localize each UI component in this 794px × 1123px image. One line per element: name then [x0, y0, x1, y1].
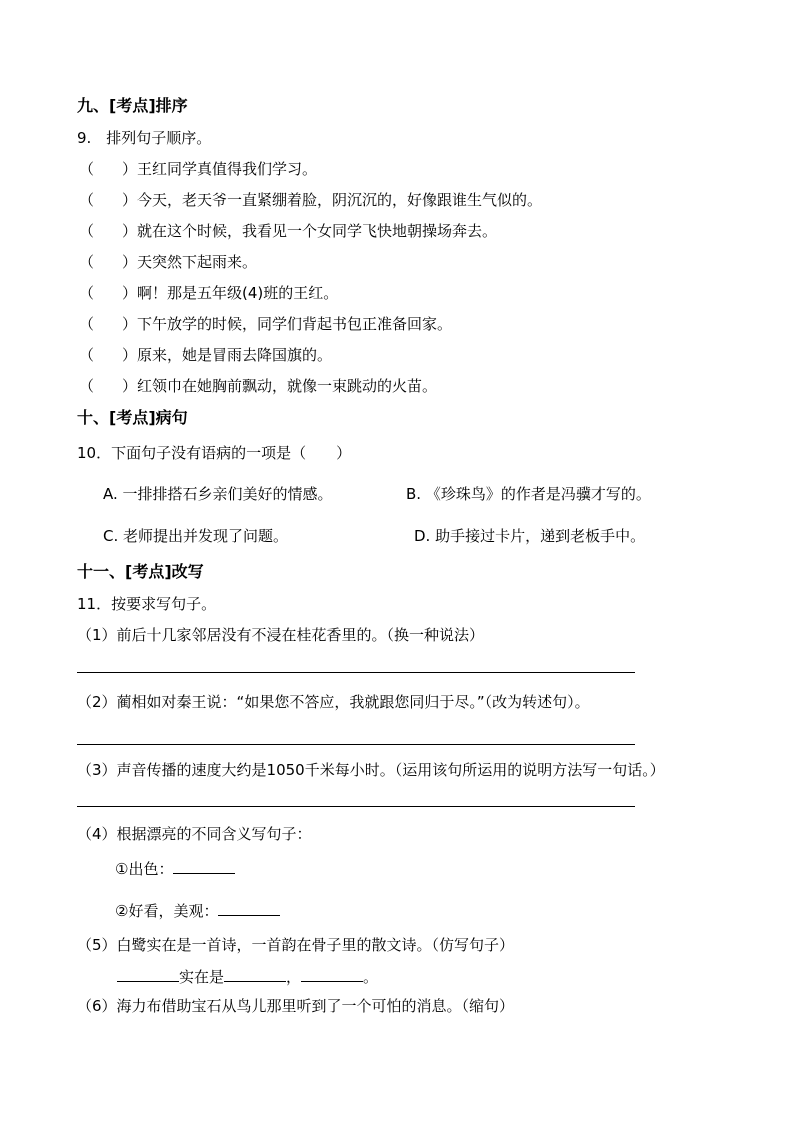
question-9: 9. 排列句子顺序。	[77, 129, 212, 147]
order-paren-close: ）	[122, 284, 138, 302]
section-9-heading: 九、[考点]排序	[77, 96, 188, 115]
question-11-6: （6）海力布借助宝石从鸟儿那里听到了一个可怕的消息。（缩句）	[77, 997, 515, 1015]
order-paren-close: ）	[122, 160, 138, 178]
meaning-outstanding-row	[115, 858, 235, 879]
blank-outstanding[interactable]	[173, 858, 235, 874]
order-paren-close: ）	[122, 315, 138, 333]
question-11-2: （2）蔺相如对秦王说：“如果您不答应，我就跟您同归于尽。”（改为转述句）。	[77, 693, 590, 711]
sentence-item	[79, 345, 332, 365]
option-d: D. 助手接过卡片，递到老板手中。	[414, 527, 646, 545]
order-paren-open: （	[79, 160, 95, 178]
meaning-pretty-label: ②好看，美观：	[115, 902, 219, 920]
sentence-item	[79, 376, 437, 396]
order-paren-open: （	[79, 346, 95, 364]
order-paren-open: （	[79, 377, 95, 395]
answer-line-3[interactable]	[77, 806, 635, 807]
question-11: 11．按要求写句子。	[77, 595, 217, 613]
imitation-comma: ，	[286, 968, 302, 986]
option-b: B. 《珍珠鸟》的作者是冯骥才写的。	[406, 485, 651, 503]
imitation-row	[117, 966, 378, 987]
order-paren-open: （	[79, 284, 95, 302]
sentence-text: 原来，她是冒雨去降国旗的。	[137, 346, 333, 364]
order-paren-close: ）	[122, 253, 138, 271]
order-paren-close: ）	[122, 346, 138, 364]
order-paren-open: （	[79, 222, 95, 240]
order-paren-close: ）	[122, 377, 138, 395]
imitation-mid-text: 实在是	[179, 968, 225, 986]
sentence-text: 王红同学真值得我们学习。	[137, 160, 318, 178]
question-11-5: （5）白鹭实在是一首诗，一首韵在骨子里的散文诗。（仿写句子）	[77, 936, 515, 954]
sentence-item	[79, 190, 542, 210]
answer-line-1[interactable]	[77, 672, 635, 673]
order-paren-close: ）	[122, 222, 138, 240]
order-paren-open: （	[79, 253, 95, 271]
sentence-item	[79, 314, 452, 334]
blank-imitate-extension[interactable]	[301, 966, 363, 982]
order-paren-close: ）	[122, 191, 138, 209]
blank-pretty[interactable]	[218, 900, 280, 916]
option-c: C. 老师提出并发现了问题。	[103, 527, 289, 545]
sentence-text: 啊！那是五年级(4)班的王红。	[137, 284, 339, 302]
imitation-end: 。	[363, 968, 379, 986]
sentence-item	[79, 252, 257, 272]
section-11-heading: 十一、[考点]改写	[77, 562, 204, 581]
section-10-heading: 十、[考点]病句	[77, 408, 188, 427]
sentence-text: 天突然下起雨来。	[137, 253, 258, 271]
option-a: A. 一排排搭石乡亲们美好的情感。	[103, 485, 333, 503]
meaning-pretty-row	[115, 900, 280, 921]
question-11-4: （4）根据漂亮的不同含义写句子：	[77, 825, 312, 843]
sentence-text: 红领巾在她胸前飘动，就像一束跳动的火苗。	[137, 377, 438, 395]
question-11-1: （1）前后十几家邻居没有不浸在桂花香里的。（换一种说法）	[77, 626, 485, 644]
sentence-text: 就在这个时候，我看见一个女同学飞快地朝操场奔去。	[137, 222, 498, 240]
sentence-item	[79, 159, 317, 179]
sentence-item	[79, 221, 497, 241]
answer-line-2[interactable]	[77, 744, 635, 745]
sentence-item	[79, 283, 338, 303]
order-paren-open: （	[79, 315, 95, 333]
question-10: 10．下面句子没有语病的一项是（ ）	[77, 444, 352, 462]
question-11-3: （3）声音传播的速度大约是1050千米每小时。（运用该句所运用的说明方法写一句话。）	[77, 761, 665, 779]
blank-imitate-object[interactable]	[224, 966, 286, 982]
order-paren-open: （	[79, 191, 95, 209]
blank-imitate-subject[interactable]	[117, 966, 179, 982]
sentence-text: 下午放学的时候，同学们背起书包正准备回家。	[137, 315, 453, 333]
sentence-text: 今天，老天爷一直紧绷着脸，阴沉沉的，好像跟谁生气似的。	[137, 191, 543, 209]
meaning-outstanding-label: ①出色：	[115, 860, 174, 878]
